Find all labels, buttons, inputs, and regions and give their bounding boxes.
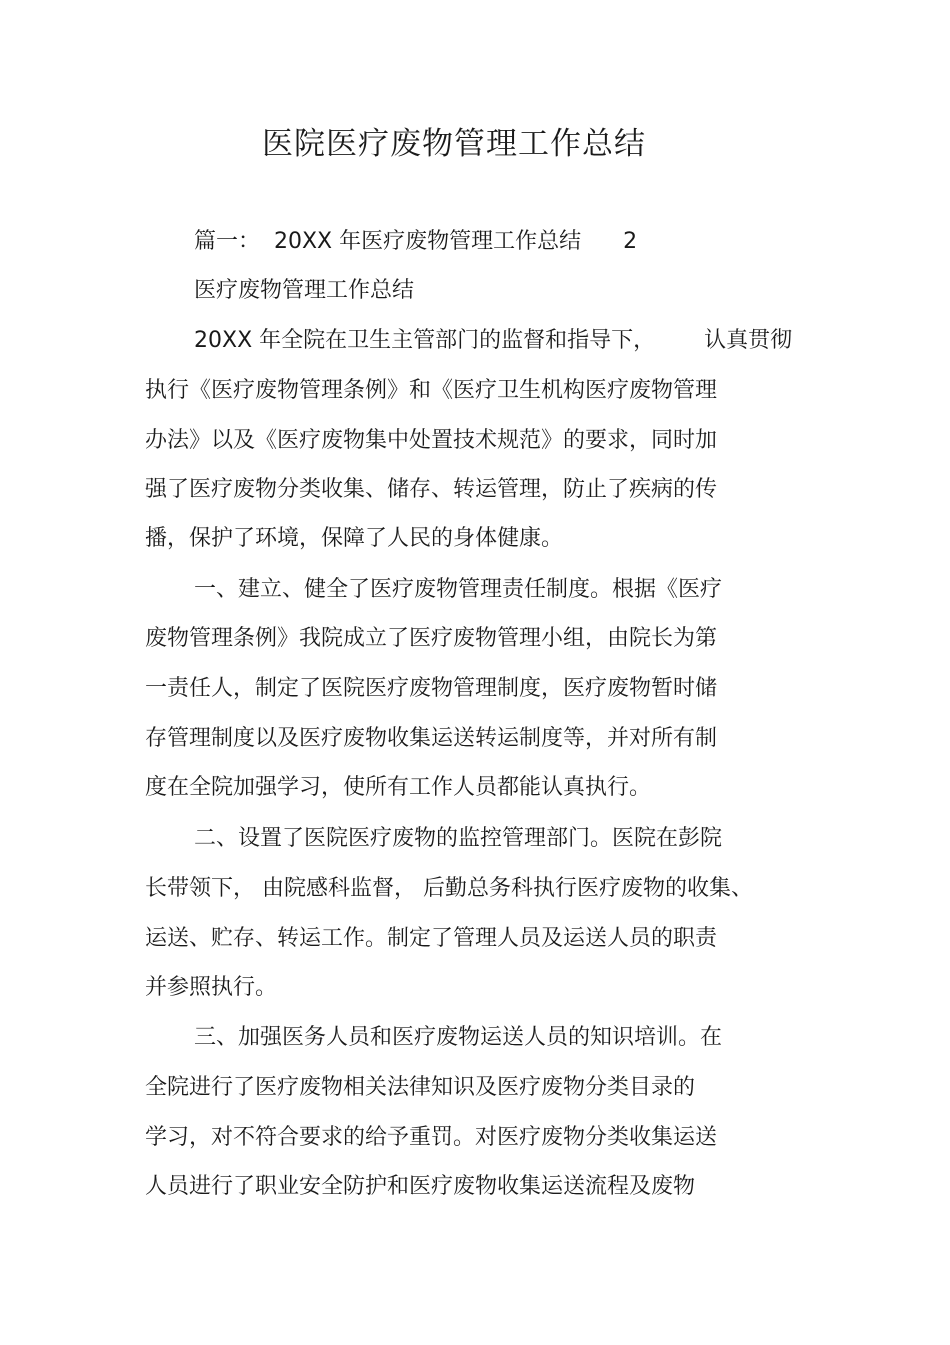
document-title: 医院医疗废物管理工作总结 <box>262 126 646 162</box>
paragraph-1-line-4: 强了医疗废物分类收集、储存、转运管理，防止了疾病的传 <box>145 477 718 502</box>
paragraph-1-line-1: 20XX 年全院在卫生主管部门的监督和指导下， 认真贯彻 <box>194 328 793 353</box>
paragraph-2-line-1: 一、建立、健全了医疗废物管理责任制度。根据《医疗 <box>194 577 723 602</box>
paragraph-4-line-4: 人员进行了职业安全防护和医疗废物收集运送流程及废物 <box>145 1174 696 1199</box>
paragraph-2-line-3: 一责任人，制定了医院医疗废物管理制度，医疗废物暂时储 <box>145 676 718 701</box>
paragraph-1-line-3: 办法》以及《医疗废物集中处置技术规范》的要求，同时加 <box>145 428 718 453</box>
paragraph-3-line-3: 运送、贮存、转运工作。制定了管理人员及运送人员的职责 <box>145 926 718 951</box>
paragraph-2-line-4: 存管理制度以及医疗废物收集运送转运制度等，并对所有制 <box>145 726 718 751</box>
paragraph-3-line-2: 长带领下， 由院感科监督， 后勤总务科执行医疗废物的收集、 <box>145 876 753 901</box>
section-heading: 篇一： 20XX 年医疗废物管理工作总结 2 <box>194 229 638 254</box>
paragraph-2-line-2: 废物管理条例》我院成立了医疗废物管理小组，由院长为第 <box>145 626 718 651</box>
paragraph-2-line-5: 度在全院加强学习，使所有工作人员都能认真执行。 <box>145 775 652 800</box>
section-subheading: 医疗废物管理工作总结 <box>194 278 415 303</box>
paragraph-4-line-3: 学习，对不符合要求的给予重罚。对医疗废物分类收集运送 <box>145 1125 718 1150</box>
paragraph-1-line-2: 执行《医疗废物管理条例》和《医疗卫生机构医疗废物管理 <box>145 378 718 403</box>
paragraph-3-line-4: 并参照执行。 <box>145 975 278 1000</box>
paragraph-3-line-1: 二、设置了医院医疗废物的监控管理部门。医院在彭院 <box>194 826 723 851</box>
paragraph-4-line-1: 三、加强医务人员和医疗废物运送人员的知识培训。在 <box>194 1025 723 1050</box>
paragraph-4-line-2: 全院进行了医疗废物相关法律知识及医疗废物分类目录的 <box>145 1075 696 1100</box>
paragraph-1-line-5: 播，保护了环境，保障了人民的身体健康。 <box>145 526 564 551</box>
